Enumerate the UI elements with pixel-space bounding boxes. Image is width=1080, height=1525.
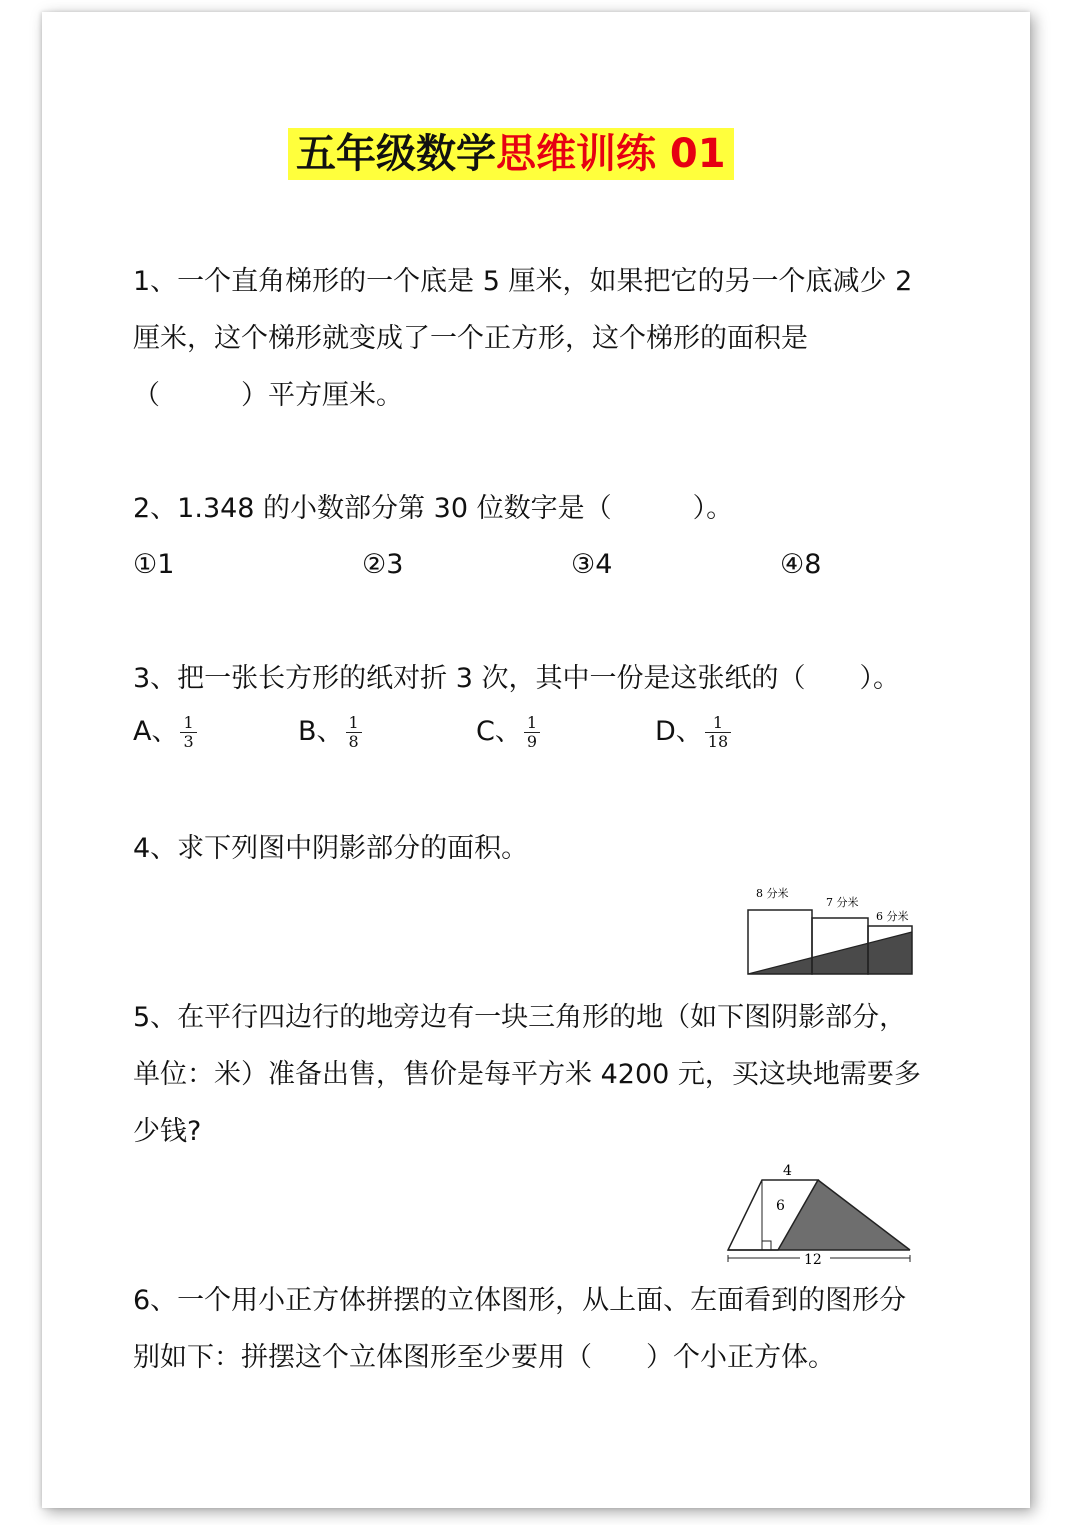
title-part1: 五年级数学 xyxy=(296,131,496,177)
q4-squares-figure xyxy=(740,880,920,980)
question-3: 3、把一张长方形的纸对折 3 次，其中一份是这张纸的（ ）。 xyxy=(133,663,901,694)
fraction-denominator: 9 xyxy=(524,732,540,751)
fraction-denominator: 18 xyxy=(705,732,731,751)
fraction-denominator: 3 xyxy=(180,732,196,751)
q4-label-8: 8 分米 xyxy=(756,887,789,900)
q3-option-b xyxy=(298,714,362,751)
q4-label-7: 7 分米 xyxy=(826,896,859,909)
q5-label-height: 6 xyxy=(776,1198,785,1214)
fraction-numerator: 1 xyxy=(348,713,359,732)
page-title xyxy=(288,128,734,180)
question-4: 4、求下列图中阴影部分的面积。 xyxy=(133,833,529,864)
fraction-numerator: 1 xyxy=(183,713,194,732)
q3-option-a-fraction xyxy=(180,714,196,751)
question-6: 6、一个用小正方体拼摆的立体图形，从上面、左面看到的图形分别如下：拼摆这个立体图形至少要用（ ）个小正方体。 xyxy=(133,1285,907,1373)
fraction-numerator: 1 xyxy=(712,713,724,732)
title-part2: 思维训练 01 xyxy=(496,131,726,177)
q3-option-c xyxy=(476,714,540,751)
question-5: 5、在平行四边行的地旁边有一块三角形的地（如下图阴影部分，单位：米）准备出售，售价是每平方米 4200 元，买这块地需要多少钱? xyxy=(133,1002,921,1147)
question-1: 1、一个直角梯形的一个底是 5 厘米，如果把它的另一个底减少 2 厘米，这个梯形就变成了一个正方形，这个梯形的面积是（ ）平方厘米。 xyxy=(133,266,913,411)
q5-land-figure xyxy=(720,1158,920,1270)
q3-option-d-fraction xyxy=(705,714,731,751)
q3-option-b-fraction xyxy=(346,714,362,751)
q3-option-a-label: A、 xyxy=(133,716,179,747)
q5-label-base: 12 xyxy=(804,1252,822,1268)
q3-option-c-label: C、 xyxy=(476,716,522,747)
q4-label-6: 6 分米 xyxy=(876,910,909,923)
fraction-numerator: 1 xyxy=(526,713,538,732)
fraction-denominator: 8 xyxy=(346,732,362,751)
q3-option-d-label: D、 xyxy=(655,716,703,747)
q2-option-1: ①1 xyxy=(133,549,175,580)
q3-option-a xyxy=(133,714,197,751)
q3-option-c-fraction xyxy=(524,714,540,751)
question-2: 2、1.348 的小数部分第 30 位数字是（ ）。 xyxy=(133,493,734,524)
q5-right-angle-mark xyxy=(762,1241,771,1250)
q5-label-top: 4 xyxy=(783,1163,792,1179)
q3-option-d xyxy=(655,714,731,751)
q2-option-4: ④8 xyxy=(780,549,822,580)
q2-option-3: ③4 xyxy=(571,549,613,580)
q3-option-b-label: B、 xyxy=(298,716,344,747)
q2-option-2: ②3 xyxy=(362,549,404,580)
